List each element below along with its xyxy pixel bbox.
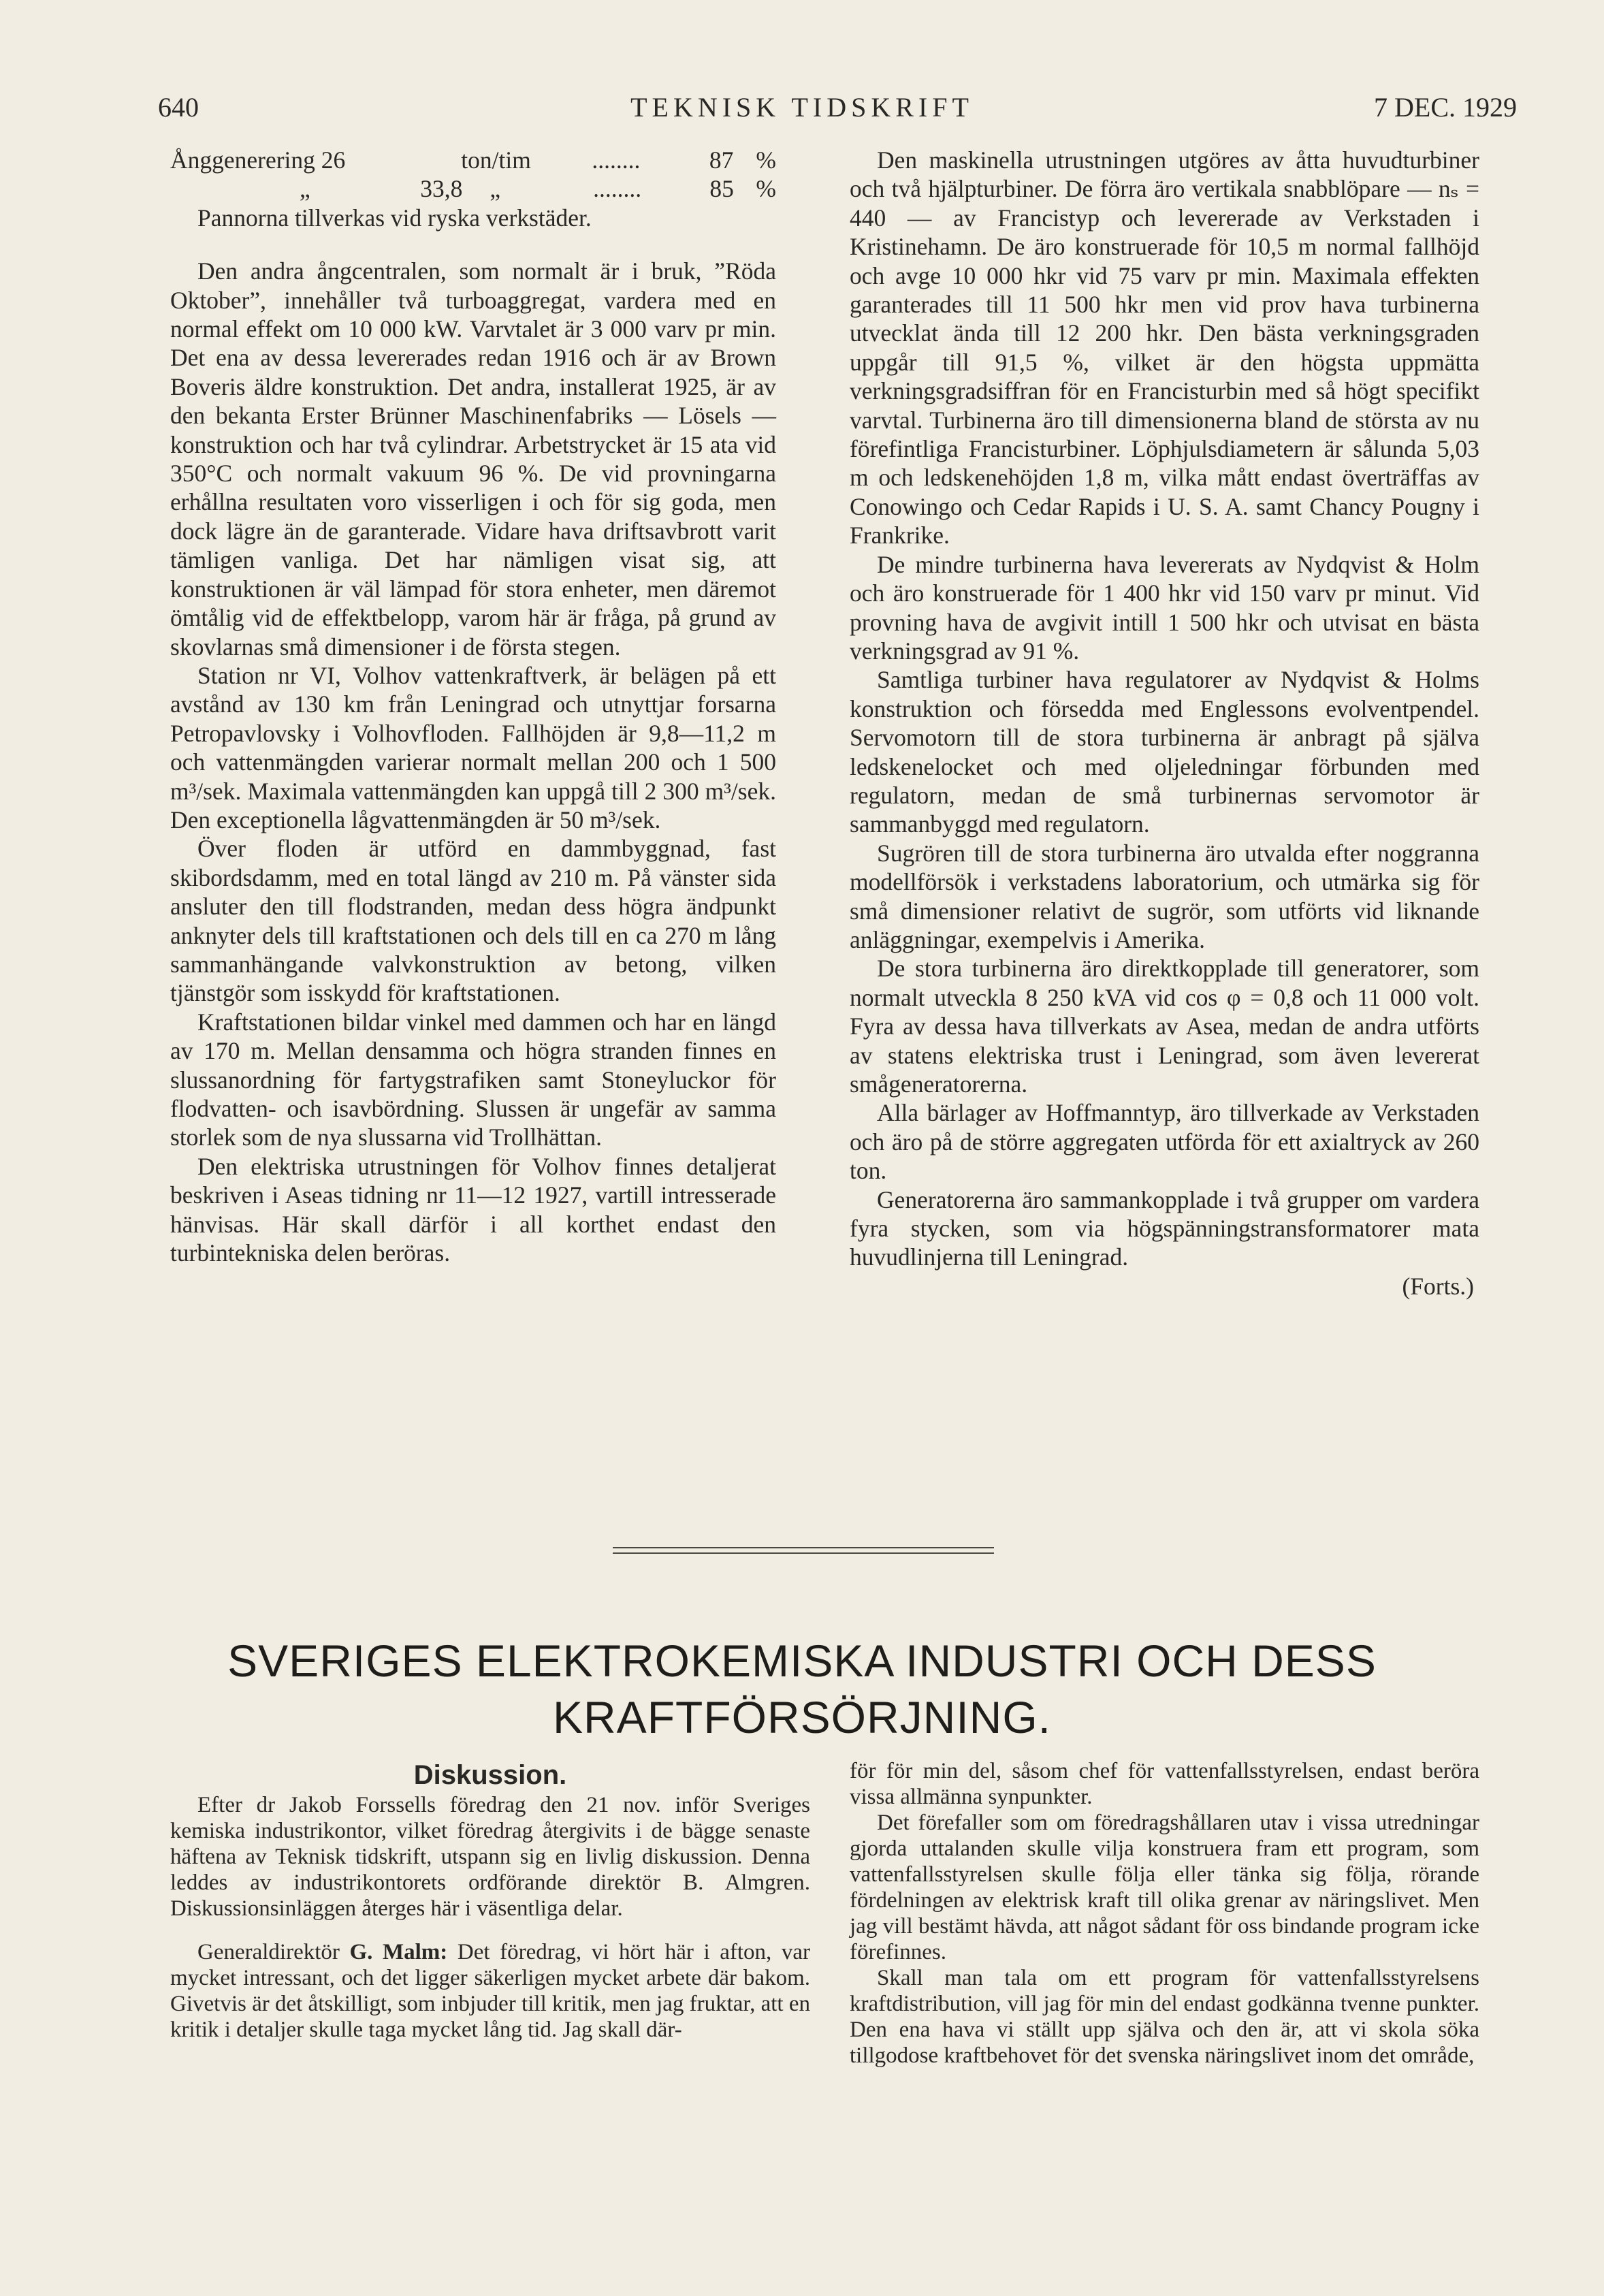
- steam-row-1: [170, 146, 776, 174]
- steam-dots: ........: [593, 175, 642, 203]
- steam-generation-table: [170, 146, 776, 232]
- paragraph: Den andra ångcentralen, som normalt är i bruk, ”Röda Oktober”, innehåller två turboaggregat, vardera med en normal effekt om 10 000 kW. Varvtalet är 3 000 varv pr min. Det ena av dessa levererades redan 1916 och är av Brown Boveris äldre konstruktion. Det andra, installerat 1925, är av den bekanta Erster Brünner Maschinenfabriks — Lösels — konstruktion och har två cylindrar. Arbetstrycket är 15 ata vid 350°C och normalt vakuum 96 %. De vid provningarna erhållna resultaten voro visserligen i och för sig goda, men dock lägre än de garanterade. Vidare hava driftsavbrott varit tämligen vanliga. Det har nämligen visat sig, att konstruktionen är väl lämpad för stora enheter, men däremot ömtålig vid de effektbelopp, varom här är fråga, på grund av skovlarnas små dimensioner i de första stegen.: [170, 257, 776, 660]
- steam-percent: %: [756, 146, 776, 174]
- speech-paragraph: Det förefaller som om föredragshållaren utav i vissa utredningar gjorda uttalanden skulle vilja konstruera fram ett program, som vattenfallsstyrelsen skulle följa eller tänka sig följa, rörande fördelningen av elektrisk kraft till olika grenar av näringslivet. Men jag vill bestämt hävda, att något sådant för oss bindande program icke förefinnes.: [850, 1811, 1479, 1964]
- article-subheading: Diskussion.: [413, 1760, 567, 1790]
- speaker-title: Generaldirektör: [197, 1940, 350, 1964]
- steam-dots: ........: [592, 146, 641, 174]
- paragraph: Samtliga turbiner hava regulatorer av Nydqvist & Holms konstruktion och försedda med Englessons evolventpendel. Servomotorn till de stora turbinerna är anbragt på själva ledskenelocket och med oljeledningar förbunden med regulatorn, medan de små turbinernas servomotor är sammanbyggd med regulatorn.: [850, 666, 1479, 838]
- paragraph: Den elektriska utrustningen för Volhov finnes detaljerat beskriven i Aseas tidning nr 11—12 1927, vartill intresserade hänvisas. Här skall därför i all korthet endast den turbintekniska delen beröras.: [170, 1152, 776, 1267]
- speech-text: Det föredrag, vi hört här i afton, var mycket intressant, och det ligger säkerligen mycket arbete där bakom. Givetvis är det åtskilligt, som inbjuder till kritik, men jag fruktar, att en kritik i detaljer skulle taga mycket lång tid. Jag skall där-: [170, 1940, 810, 2042]
- article-right-column: [850, 1758, 1479, 2069]
- steam-note: Pannorna tillverkas vid ryska verkstäder.: [197, 204, 592, 232]
- continued-note: (Forts.): [1402, 1272, 1474, 1300]
- left-column: [170, 146, 776, 1267]
- steam-value: 85: [709, 175, 734, 203]
- spacer: [170, 1922, 810, 1939]
- speech-paragraph: [170, 1939, 810, 2043]
- steam-ditto: „: [300, 175, 310, 203]
- issue-date: 7 DEC. 1929: [1374, 92, 1517, 123]
- article-title-line-1: SVERIGES ELEKTROKEMISKA INDUSTRI OCH DESS: [227, 1636, 1377, 1686]
- section-divider: [613, 1547, 994, 1548]
- speaker-name: G. Malm:: [349, 1940, 448, 1964]
- steam-unit: ton/tim: [461, 146, 531, 174]
- paragraph: Över floden är utförd en dammbyggnad, fast skibordsdamm, med en total längd av 210 m. På vänster sida ansluter den till flodstranden, medan dess högra ändpunkt anknyter dels till kraftstationen och dels till en ca 270 m lång sammanhängande valvkonstruktion av betong, vilken tjänstgör som isskydd för kraftstationen.: [170, 835, 776, 1007]
- section-divider: [613, 1552, 994, 1554]
- page-number: 640: [158, 92, 199, 123]
- paragraph: Den maskinella utrustningen utgöres av åtta huvudturbiner och två hjälpturbiner. De förra äro vertikala snabblöpare — nₛ = 440 — av Francistyp och levererade av Verkstaden i Kristinehamn. De äro konstruerade för 10,5 m normal fallhöjd och avge 10 000 hkr vid 75 varv pr min. Maximala effekten garanterades till 11 500 hkr men vid prov hava turbinerna utvecklat ända till 12 200 hkr. Den bästa verkningsgraden uppgår till 91,5 %, vilket är den högsta uppmätta verkningsgradsiffran för en Francisturbin med så högt specifikt varvtal. Turbinerna äro till dimensionerna bland de största av nu förefintliga Francisturbiner. Löphjulsdiametern är sålunda 5,03 m och ledskenehöjden 1,8 m, vilka mått endast överträffas av Conowingo och Cedar Rapids i U. S. A. samt Chancy Pougny i Frankrike.: [850, 146, 1479, 549]
- paragraph: Station nr VI, Volhov vattenkraftverk, är belägen på ett avstånd av 130 km från Leningrad och utnyttjar forsarna Petropavlovsky i Volhovfloden. Fallhöjden är 9,8—11,2 m och vattenmängden varierar normalt mellan 200 och 1 500 m³/sek. Maximala vattenmängden kan uppgå till 2 300 m³/sek. Den exceptionella lågvattenmängden är 50 m³/sek.: [170, 661, 776, 833]
- paragraph: Sugrören till de stora turbinerna äro utvalda efter noggranna modellförsök i verkstadens laboratorium, och utmärka sig för små dimensioner relativt de sugrör, som utförts vid liknande anläggningar, exempelvis i Amerika.: [850, 839, 1479, 953]
- article-title-line-2: KRAFTFÖRSÖRJNING.: [552, 1692, 1051, 1742]
- paragraph: Generatorerna äro sammankopplade i två grupper om vardera fyra stycken, som via högspänningstransformatorer mata huvudlinjerna till Leningrad.: [850, 1185, 1479, 1271]
- speech-continuation: för för min del, såsom chef för vattenfallsstyrelsen, endast beröra vissa allmänna synpunkter.: [850, 1759, 1479, 1809]
- journal-title: TEKNISK TIDSKRIFT: [630, 92, 974, 123]
- paragraph: Kraftstationen bildar vinkel med dammen och har en längd av 170 m. Mellan densamma och högra stranden finnes en slussanordning för fartygstrafiken samt Stoneyluckor för flodvatten- och isavbördning. Slussen är ungefär av samma storlek som de nya slussarna vid Trollhättan.: [170, 1008, 776, 1151]
- steam-row-2: [170, 174, 776, 203]
- right-column: [850, 146, 1479, 1301]
- paragraph: De mindre turbinerna hava levererats av Nydqvist & Holm och äro konstruerade för 1 400 hkr vid 150 varv pr minut. Vid provning hava de avgivit intill 1 500 hkr och utvisat en bästa verkningsgrad av 91 %.: [850, 550, 1479, 665]
- article-left-column: [170, 1758, 810, 2043]
- steam-number: 33,8: [420, 175, 463, 203]
- steam-percent: %: [756, 175, 776, 203]
- steam-value: 87: [709, 146, 734, 174]
- paragraph: De stora turbinerna äro direktkopplade till generatorer, som normalt utveckla 8 250 kVA vid cos φ = 0,8 och 11 000 volt. Fyra av dessa hava tillverkats av Asea, medan de andra utförts av statens elektriska trust i Leningrad, som även levererat smågeneratorerna.: [850, 955, 1479, 1098]
- steam-unit-ditto: „: [490, 175, 501, 203]
- paragraph: Alla bärlager av Hoffmanntyp, äro tillverkade av Verkstaden och äro på de större aggregaten utförda för ett axialtryck av 260 ton.: [850, 1099, 1479, 1185]
- steam-label: Ånggenerering 26: [170, 146, 346, 174]
- speech-paragraph: Skall man tala om ett program för vattenfallsstyrelsens kraftdistribution, vill jag för min del endast godkänna tvenne punkter. Den ena hava vi ställt upp själva och den är, att vi skola söka tillgodose kraftbehovet för det svenska näringslivet inom det område,: [850, 1966, 1479, 2068]
- article-intro: Efter dr Jakob Forssells föredrag den 21 nov. inför Sveriges kemiska industrikontor, vilket föredrag återgivits i de bägge senaste häftena av Teknisk tidskrift, utspann sig en livlig diskussion. Denna leddes av industrikontorets ordförande direktör B. Almgren. Diskussionsinläggen återges här i väsentliga delar.: [170, 1793, 810, 1921]
